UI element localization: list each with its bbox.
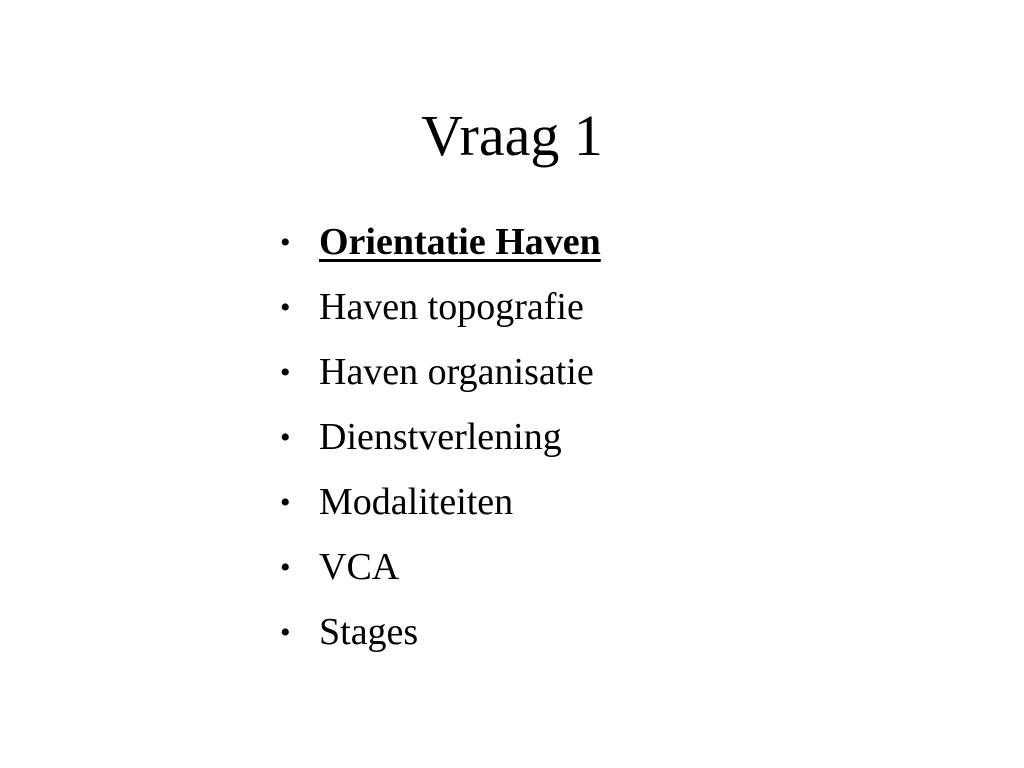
- bullet-icon: •: [280, 356, 291, 389]
- bullet-icon: •: [280, 551, 291, 584]
- slide-title: Vraag 1: [421, 103, 603, 168]
- bullet-icon: •: [280, 486, 291, 519]
- bullet-icon: •: [280, 226, 291, 259]
- list-item-label-active: Orientatie Haven: [319, 221, 601, 263]
- list-item-label: Haven organisatie: [319, 351, 594, 393]
- list-item-label: Stages: [319, 611, 419, 653]
- list-item-label: Dienstverlening: [319, 416, 562, 458]
- bullet-icon: •: [280, 616, 291, 649]
- bullet-icon: •: [280, 291, 291, 324]
- list-item-label: Modaliteiten: [319, 481, 514, 523]
- list-item-label: VCA: [319, 546, 400, 588]
- list-item-label: Haven topografie: [319, 286, 584, 328]
- bullet-icon: •: [280, 421, 291, 454]
